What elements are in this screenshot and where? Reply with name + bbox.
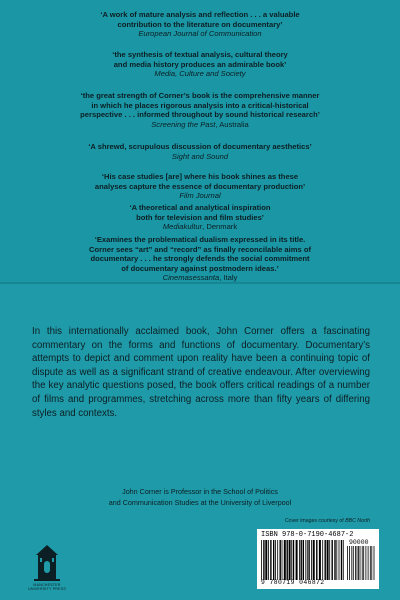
price-addon-barcode	[347, 546, 375, 580]
review-quote-1	[30, 10, 370, 39]
barcode-bar	[307, 540, 308, 580]
quote-text: ‘A theoretical and analytical inspiration both for television and film studies’	[129, 203, 271, 222]
barcode-bar	[374, 546, 375, 580]
review-quote-7	[30, 235, 370, 283]
barcode-bar	[275, 540, 276, 580]
barcode-bar	[357, 546, 358, 580]
barcode-bar	[362, 546, 363, 580]
barcode-bar	[363, 546, 364, 580]
barcode-bar	[289, 540, 291, 580]
barcode-bar	[343, 540, 344, 580]
barcode-bar	[347, 546, 348, 580]
barcode-bar	[368, 546, 369, 580]
publisher-logo	[28, 543, 66, 595]
barcode-bar	[277, 540, 278, 580]
quote-source: Cinemasessanta, Italy	[162, 273, 238, 283]
review-quotes-panel	[0, 0, 400, 282]
barcode-bar	[339, 540, 340, 580]
cover-credit: Cover images courtesy of BBC North	[284, 518, 370, 524]
book-description: In this internationally acclaimed book, John Corner offers a fascinating commentary on the forms and functions of documentary. Documentary’s attempts to depict and comment upon reality have been a continuing topic of dispute as well as a significant strand of creative endeavour. After overviewing the key analytic questions posed, the book offers critical readings of a number of films and programmes, stretching across more than fifty years of differing styles and contexts.	[32, 326, 370, 419]
barcode-bar	[319, 540, 321, 580]
quote-source: Sight and Sound	[171, 151, 229, 161]
isbn-label: ISBN 978-0-7190-4687-2	[261, 531, 354, 539]
barcode-bar	[327, 540, 329, 580]
barcode-addon-digits: 90000	[349, 539, 369, 546]
quote-source: Media, Culture and Society	[154, 69, 246, 79]
barcode-bar	[301, 540, 302, 580]
barcode-bar	[282, 540, 283, 580]
barcode-bar	[351, 546, 352, 580]
barcode-bar	[332, 540, 333, 580]
quote-source: Mediakultur, Denmark	[162, 222, 238, 232]
review-quote-2	[30, 50, 370, 79]
barcode-bar	[308, 540, 309, 580]
quote-text: ‘A shrewd, scrupulous discussion of documentary aesthetics’	[88, 142, 312, 151]
barcode-bar	[322, 540, 323, 580]
barcode-bar	[291, 540, 292, 580]
barcode-bar	[305, 540, 306, 580]
quote-text: ‘the synthesis of textual analysis, cultural theory and media history produces an admirable book’	[112, 50, 288, 69]
quote-source: European Journal of Communication	[138, 29, 262, 39]
barcode-bar	[325, 540, 326, 580]
barcode-bar	[263, 540, 264, 580]
barcode-bar	[261, 540, 262, 580]
barcode-bar	[299, 540, 300, 580]
barcode-bar	[284, 540, 286, 580]
isbn-barcode	[261, 540, 345, 580]
barcode-bar	[303, 540, 304, 580]
barcode-bar	[311, 540, 312, 580]
barcode-bar	[280, 540, 281, 580]
barcode-bar	[355, 546, 356, 580]
university-building-icon	[28, 543, 66, 583]
barcode-bar	[268, 540, 269, 580]
section-divider	[0, 282, 400, 284]
barcode-area	[257, 529, 379, 589]
quote-source: Screening the Past, Australia	[151, 119, 249, 129]
barcode-bar	[265, 540, 267, 580]
review-quote-3	[30, 91, 370, 129]
barcode-bar	[334, 540, 335, 580]
barcode-bar	[341, 540, 342, 580]
barcode-bar	[296, 540, 298, 580]
barcode-bar	[287, 540, 288, 580]
barcode-bar	[329, 540, 330, 580]
author-bio: John Corner is Professor in the School of Politics and Communication Studies at the University of Liverpool	[108, 487, 292, 507]
barcode-bar	[316, 540, 317, 580]
review-quote-4	[30, 142, 370, 161]
review-quote-6	[30, 203, 370, 232]
barcode-bar	[293, 540, 294, 580]
barcode-bar	[366, 546, 367, 580]
barcode-bar	[370, 546, 371, 580]
quote-source: Film Journal	[179, 191, 221, 201]
publisher-name: MANCHESTER UNIVERSITY PRESS	[28, 583, 66, 592]
quote-text: ‘A work of mature analysis and reflection . . . a valuable contribution to the literature on documentary’	[100, 10, 300, 29]
quote-text: ‘the great strength of Corner’s book is the comprehensive manner in which he places rigorous analysis into a critical-historical perspective . . . informed throughout by sound historical research’	[80, 91, 320, 120]
barcode-bar	[360, 546, 361, 580]
review-quote-5	[30, 172, 370, 201]
barcode-bar	[371, 546, 372, 580]
quote-text: ‘His case studies [are] where his book shines as these analyses capture the essence of documentary production’	[94, 172, 306, 191]
barcode-bar	[270, 540, 271, 580]
barcode-bar	[358, 546, 359, 580]
barcode-bar	[273, 540, 274, 580]
barcode-bar	[336, 540, 337, 580]
barcode-bar	[313, 540, 315, 580]
quote-text: ‘Examines the problematical dualism expressed in its title. Corner sees “art” and “record” as finally reconcilable aims of documentary . . . he strongly defends the social commitment of documentary against postmodern ideas.’	[89, 235, 311, 273]
barcode-digits: 9 780719 046872	[261, 579, 325, 586]
barcode-bar	[349, 546, 350, 580]
barcode-bar	[353, 546, 354, 580]
